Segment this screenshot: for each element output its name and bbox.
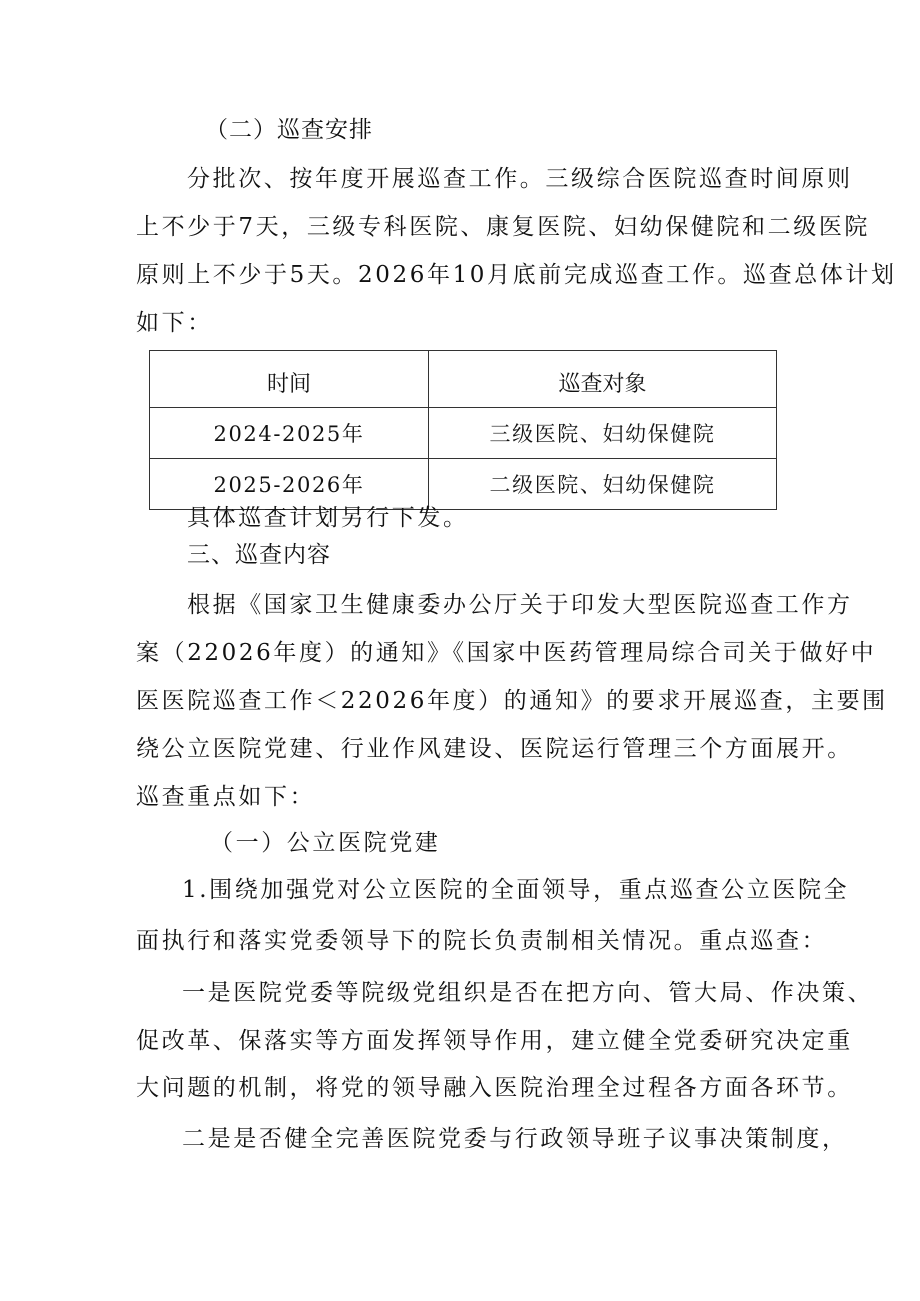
table-cell-target: 三级医院、妇幼保健院: [429, 408, 777, 459]
paragraph-line: 面执行和落实党委领导下的院长负责制相关情况。重点巡查：: [136, 928, 828, 954]
paragraph-line: 原则上不少于5天。2026年10月底前完成巡查工作。巡查总体计划: [136, 262, 897, 288]
paragraph-line: 绕公立医院党建、行业作风建设、医院运行管理三个方面展开。: [136, 736, 853, 762]
paragraph-line: 大问题的机制，将党的领导融入医院治理全过程各方面各环节。: [136, 1075, 853, 1101]
table-cell-time: 2024-2025年: [150, 408, 429, 459]
paragraph-line: 促改革、保落实等方面发挥领导作用，建立健全党委研究决定重: [136, 1028, 853, 1054]
inspection-plan-table: [149, 350, 777, 510]
paragraph-line: 二是是否健全完善医院党委与行政领导班子议事决策制度，: [182, 1126, 848, 1152]
table-header-time: 时间: [150, 351, 429, 408]
paragraph-line: 分批次、按年度开展巡查工作。三级综合医院巡查时间原则: [187, 166, 853, 192]
paragraph-line: 上不少于7天，三级专科医院、康复医院、妇幼保健院和二级医院: [136, 214, 871, 240]
table-row: [150, 459, 777, 510]
table-header-target: 巡查对象: [429, 351, 777, 408]
table-cell-time: 2025-2026年: [150, 459, 429, 510]
table-row: [150, 408, 777, 459]
paragraph-line: 根据《国家卫生健康委办公厅关于印发大型医院巡查工作方: [187, 592, 853, 618]
table-header-row: [150, 351, 777, 408]
paragraph-line: 巡查重点如下：: [136, 784, 316, 810]
subsection-one-title: （一）公立医院党建: [210, 830, 441, 856]
table-cell-target: 二级医院、妇幼保健院: [429, 459, 777, 510]
paragraph-line: 医医院巡查工作＜22026年度）的通知》的要求开展巡查，主要围: [136, 688, 888, 714]
section-three-title: 三、巡查内容: [187, 542, 331, 568]
after-table-note: 具体巡查计划另行下发。: [187, 505, 469, 531]
paragraph-line: 一是医院党委等院级党组织是否在把方向、管大局、作决策、: [182, 980, 874, 1006]
paragraph-line: 如下：: [136, 310, 213, 336]
paragraph-line: 案（22026年度）的通知》《国家中医药管理局综合司关于做好中: [136, 640, 877, 666]
paragraph-line: 1.围绕加强党对公立医院的全面领导，重点巡查公立医院全: [182, 877, 850, 903]
section-two-title: （二）巡查安排: [205, 117, 373, 143]
